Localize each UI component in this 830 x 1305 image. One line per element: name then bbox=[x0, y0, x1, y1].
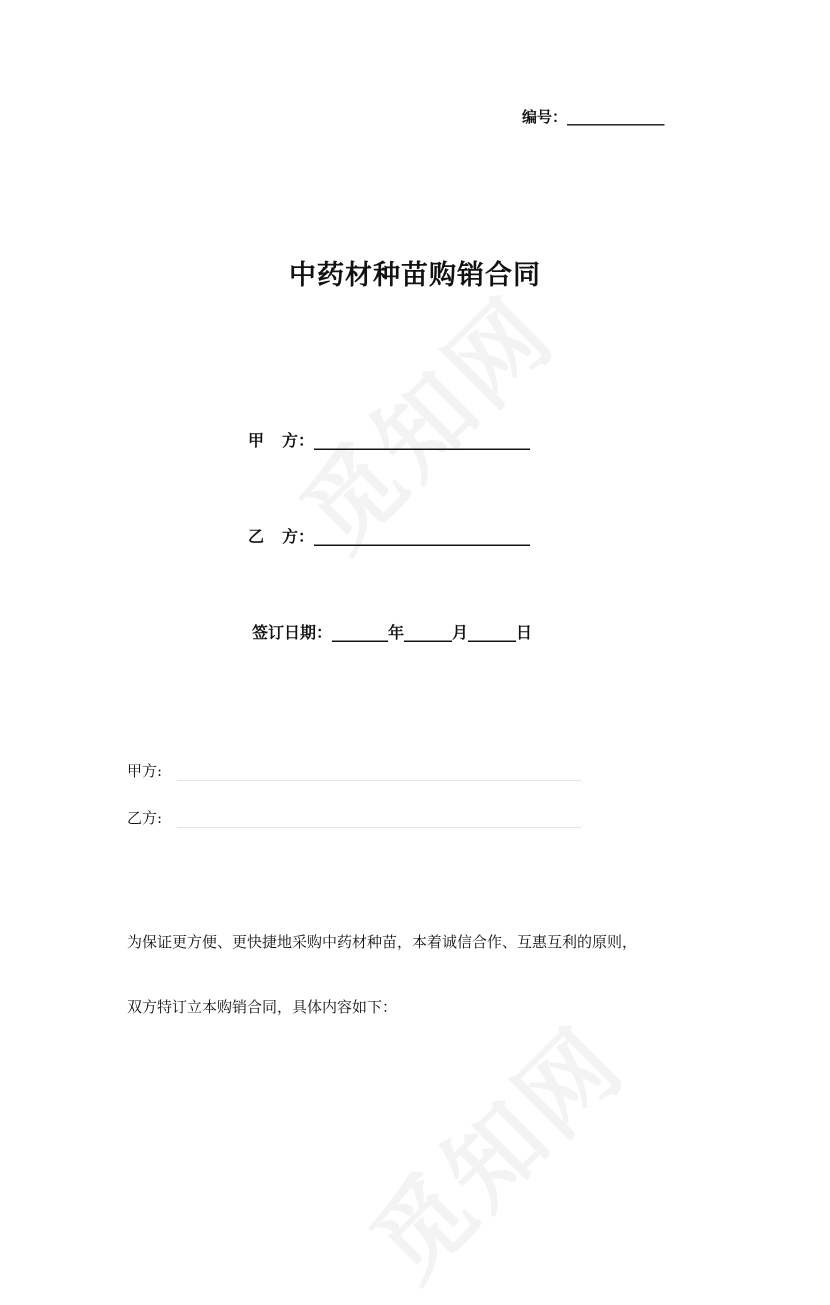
cover-party-b bbox=[248, 524, 530, 547]
party-a-fill-line bbox=[177, 780, 581, 781]
party-a-row bbox=[127, 760, 162, 781]
cover-party-b-char: 乙 bbox=[248, 527, 265, 546]
cover-party-a-field: 方：___________________________ bbox=[282, 431, 531, 450]
party-a-label: 甲方: bbox=[127, 762, 163, 780]
cover-party-b-field: 方：___________________________ bbox=[282, 527, 531, 546]
party-b-fill-line bbox=[177, 827, 581, 828]
sign-date: 签订日期：_______年______月______日 bbox=[252, 623, 533, 642]
watermark bbox=[336, 992, 649, 1305]
party-b-row bbox=[127, 807, 162, 828]
contract-number: 编号：_____________ bbox=[522, 108, 665, 126]
intro-paragraph-1: 为保证更方便、更快捷地采购中药材种苗，本着诚信合作、互惠互利的原则， bbox=[127, 933, 638, 951]
cover-party-a bbox=[248, 428, 530, 451]
document-title: 中药材种苗购销合同 bbox=[289, 260, 541, 291]
cover-party-a-char: 甲 bbox=[248, 431, 265, 450]
intro-paragraph-2: 双方特订立本购销合同，具体内容如下： bbox=[127, 998, 398, 1016]
party-b-label: 乙方: bbox=[127, 809, 163, 827]
